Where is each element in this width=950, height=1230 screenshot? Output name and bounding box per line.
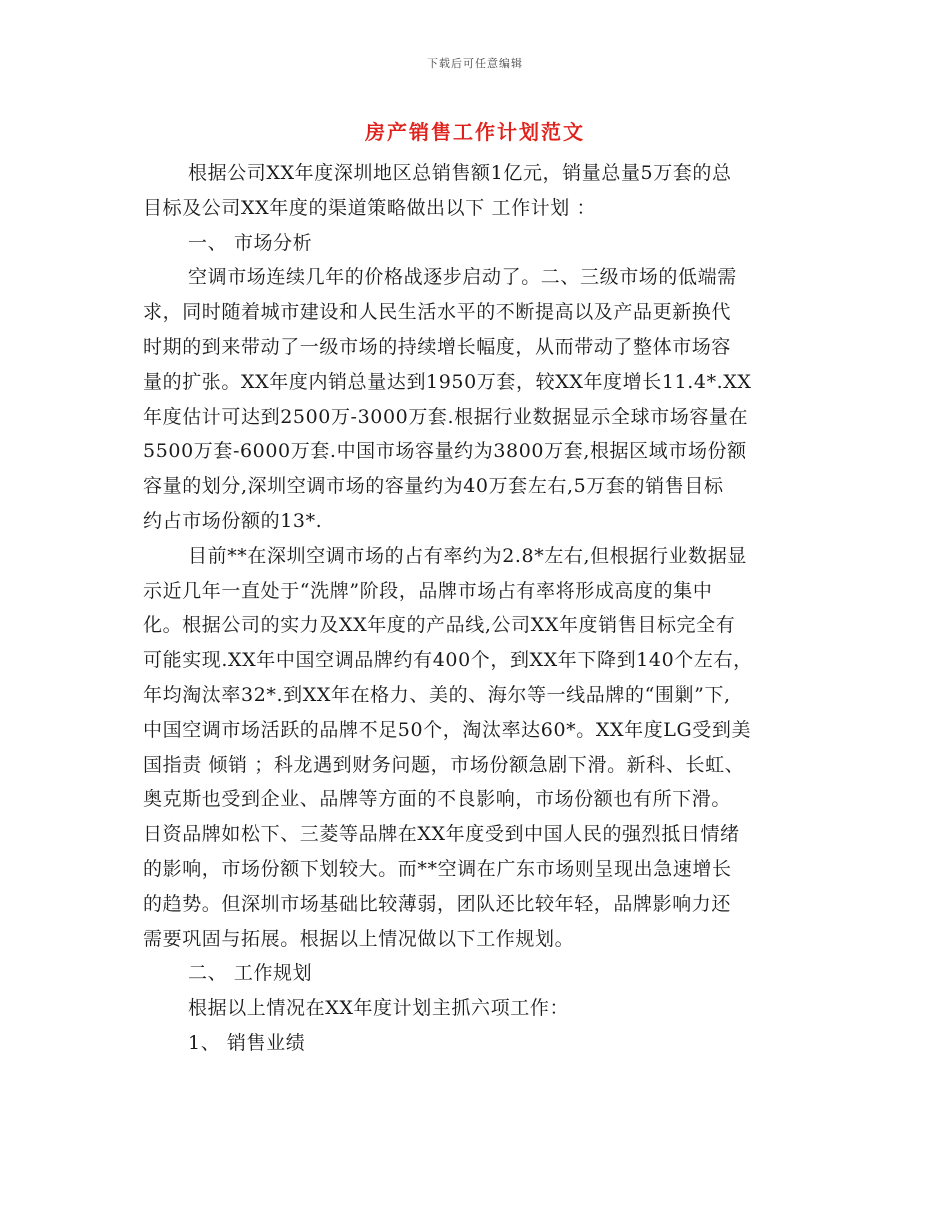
text-line: 化。根据公司的实力及XX年度的产品线,公司XX年度销售目标完全有 <box>143 614 736 637</box>
text-line: 根据公司XX年度深圳地区总销售额1亿元，销量总量5万套的总 <box>188 162 732 184</box>
text-line: 示近几年一直处于“洗牌”阶段，品牌市场占有率将形成高度的集中 <box>143 579 713 602</box>
text-line: 中国空调市场活跃的品牌不足50个，淘汰率达60*。XX年度LG受到美 <box>143 718 752 741</box>
document-body <box>143 156 815 1061</box>
text-line: 的趋势。但深圳市场基础比较薄弱，团队还比较年轻，品牌影响力还 <box>143 892 732 915</box>
text-line: 奥克斯也受到企业、品牌等方面的不良影响，市场份额也有所下滑。 <box>143 788 732 811</box>
text-line: 一、 市场分析 <box>188 231 313 254</box>
text-line: 年度估计可达到2500万-3000万套.根据行业数据显示全球市场容量在 <box>143 405 749 428</box>
text-line: 时期的到来带动了一级市场的持续增长幅度，从而带动了整体市场容 <box>143 335 732 358</box>
text-line: 的影响，市场份额下划较大。而**空调在广东市场则呈现出急速增长 <box>143 857 732 880</box>
document-title: 房产销售工作计划范文 <box>365 120 585 144</box>
text-line: 可能实现.XX年中国空调品牌约有400个，到XX年下降到140个左右， <box>143 649 753 672</box>
text-line: 二、 工作规划 <box>188 962 313 985</box>
text-line: 根据以上情况在XX年度计划主抓六项工作： <box>188 997 570 1020</box>
text-line: 空调市场连续几年的价格战逐步启动了。二、三级市场的低端需 <box>188 266 737 289</box>
text-line: 目标及公司XX年度的渠道策略做出以下 工作计划 ： <box>143 196 597 219</box>
text-line: 1、 销售业绩 <box>188 1031 306 1054</box>
text-line: 量的扩张。XX年度内销总量达到1950万套，较XX年度增长11.4*.XX <box>143 370 752 393</box>
text-line: 容量的划分,深圳空调市场的容量约为40万套左右,5万套的销售目标 <box>143 475 724 498</box>
text-line: 目前**在深圳空调市场的占有率约为2.8*左右,但根据行业数据显 <box>188 544 747 567</box>
text-line: 国指责 倾销 ；科龙遇到财务问题，市场份额急剧下滑。新科、长虹、 <box>143 753 745 776</box>
text-line: 年均淘汰率32*.到XX年在格力、美的、海尔等一线品牌的“围剿”下, <box>143 683 731 706</box>
header-note: 下载后可任意编辑 <box>427 57 523 70</box>
text-line: 需要巩固与拓展。根据以上情况做以下工作规划。 <box>143 927 575 950</box>
text-line: 约占市场份额的13*. <box>143 509 323 532</box>
text-line: 求，同时随着城市建设和人民生活水平的不断提高以及产品更新换代 <box>143 301 732 324</box>
text-line: 5500万套-6000万套.中国市场容量约为3800万套,根据区域市场份额 <box>143 440 747 463</box>
text-line: 日资品牌如松下、三菱等品牌在XX年度受到中国人民的强烈抵日情绪 <box>143 823 740 846</box>
